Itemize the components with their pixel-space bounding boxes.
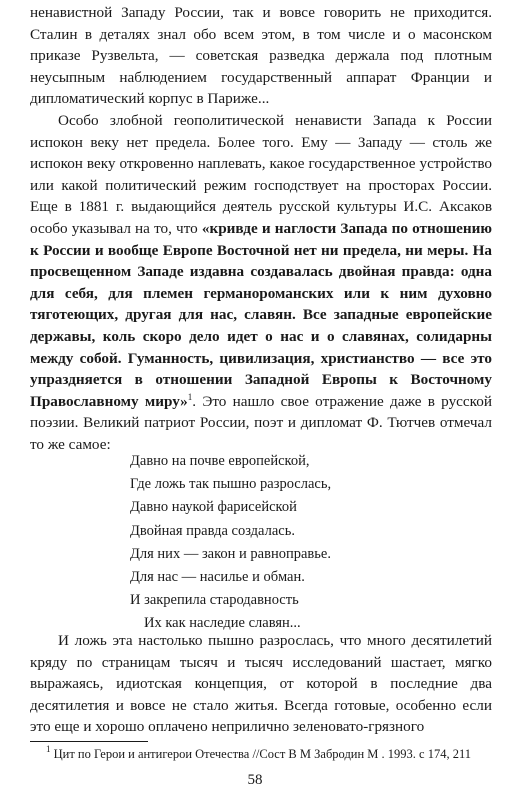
poem-line: Их как наследие славян... [144, 615, 301, 632]
poem-line: Давно на почве европейской, [130, 453, 310, 469]
paragraph-aksakov [30, 110, 492, 456]
body-text [30, 2, 492, 455]
footnote-mark: 1 [46, 744, 51, 754]
poem-line: Двойная правда создалась. [130, 522, 295, 539]
paragraph-outro: . Это нашло свое отражение даже в русской поэзии. Великий патриот России, поэт и дипломат Ф. Тютчев отмечал то же самое: [30, 392, 492, 453]
paragraph-lie: И ложь эта настолько пышно разрослась, что много десятилетий кряду по страницам тысяч и тысяч исследований шастает, мягко выражаясь, идиотская концепция, от которой в последние два десятилетия и вовсе не стало житья. Всегда готовые, особенно если это еще и хорошо оплачено неприлично зеленовато-грязного [30, 632, 492, 736]
poem-line: Где ложь так пышно разрослась, [130, 476, 332, 493]
aksakov-quote: «кривде и наглости Запада по отношению к России и вообще Европе Восточной нет ни предела, ни меры. На просвещенном Западе издавна создавалась двойная правда: одна для себя, для племен германороманских или к ним духовно тяготеющих, другая для нас, славян. Все западные европейские державы, коль скоро дело идет о нас и о славянах, солидарны между собой. Гуманность, цивилизация, христианство — все это упраздняется в отношении Западной Европы к Восточному Православному миру» [30, 219, 492, 410]
paragraph-intro: Особо злобной геополитической ненависти Запада к России испокон веку нет предела. Более того. Ему — Западу — столь же испокон веку откровенно наплевать, какое государственное устройство или какой политический режим господствует на просторах России. Еще в 1881 г. выдающийся деятель русской культуры И.С. Аксаков особо указывал на то, что [30, 111, 492, 237]
poem-line: И закрепила стародавность [130, 592, 299, 609]
tyutchev-poem [130, 450, 430, 636]
footnote-reference[interactable]: 1 [187, 391, 193, 402]
footnote [30, 746, 492, 762]
body-text-after-poem [30, 630, 492, 738]
poem-line: Для них — закон и равноправье. [130, 545, 331, 562]
paragraph-continuation: ненавистной Западу России, так и вовсе говорить не приходится. Сталин в деталях знал обо всем этом, в том числе и о масонском приказе Рузвельта, — советская разведка держала под плотным неусыпным наблюдением государственный аппарат Франции и дипломатический корпус в Париже... [30, 4, 492, 108]
footnote-text: Цит по Герои и антигерои Отечества //Сост В М Забродин М . 1993. с 174, 211 [53, 747, 472, 761]
poem-line: Для нас — насилье и обман. [130, 569, 305, 586]
poem-line: Давно наукой фарисейской [130, 499, 297, 516]
page-number: 58 [247, 772, 263, 788]
footnote-divider [30, 741, 148, 742]
